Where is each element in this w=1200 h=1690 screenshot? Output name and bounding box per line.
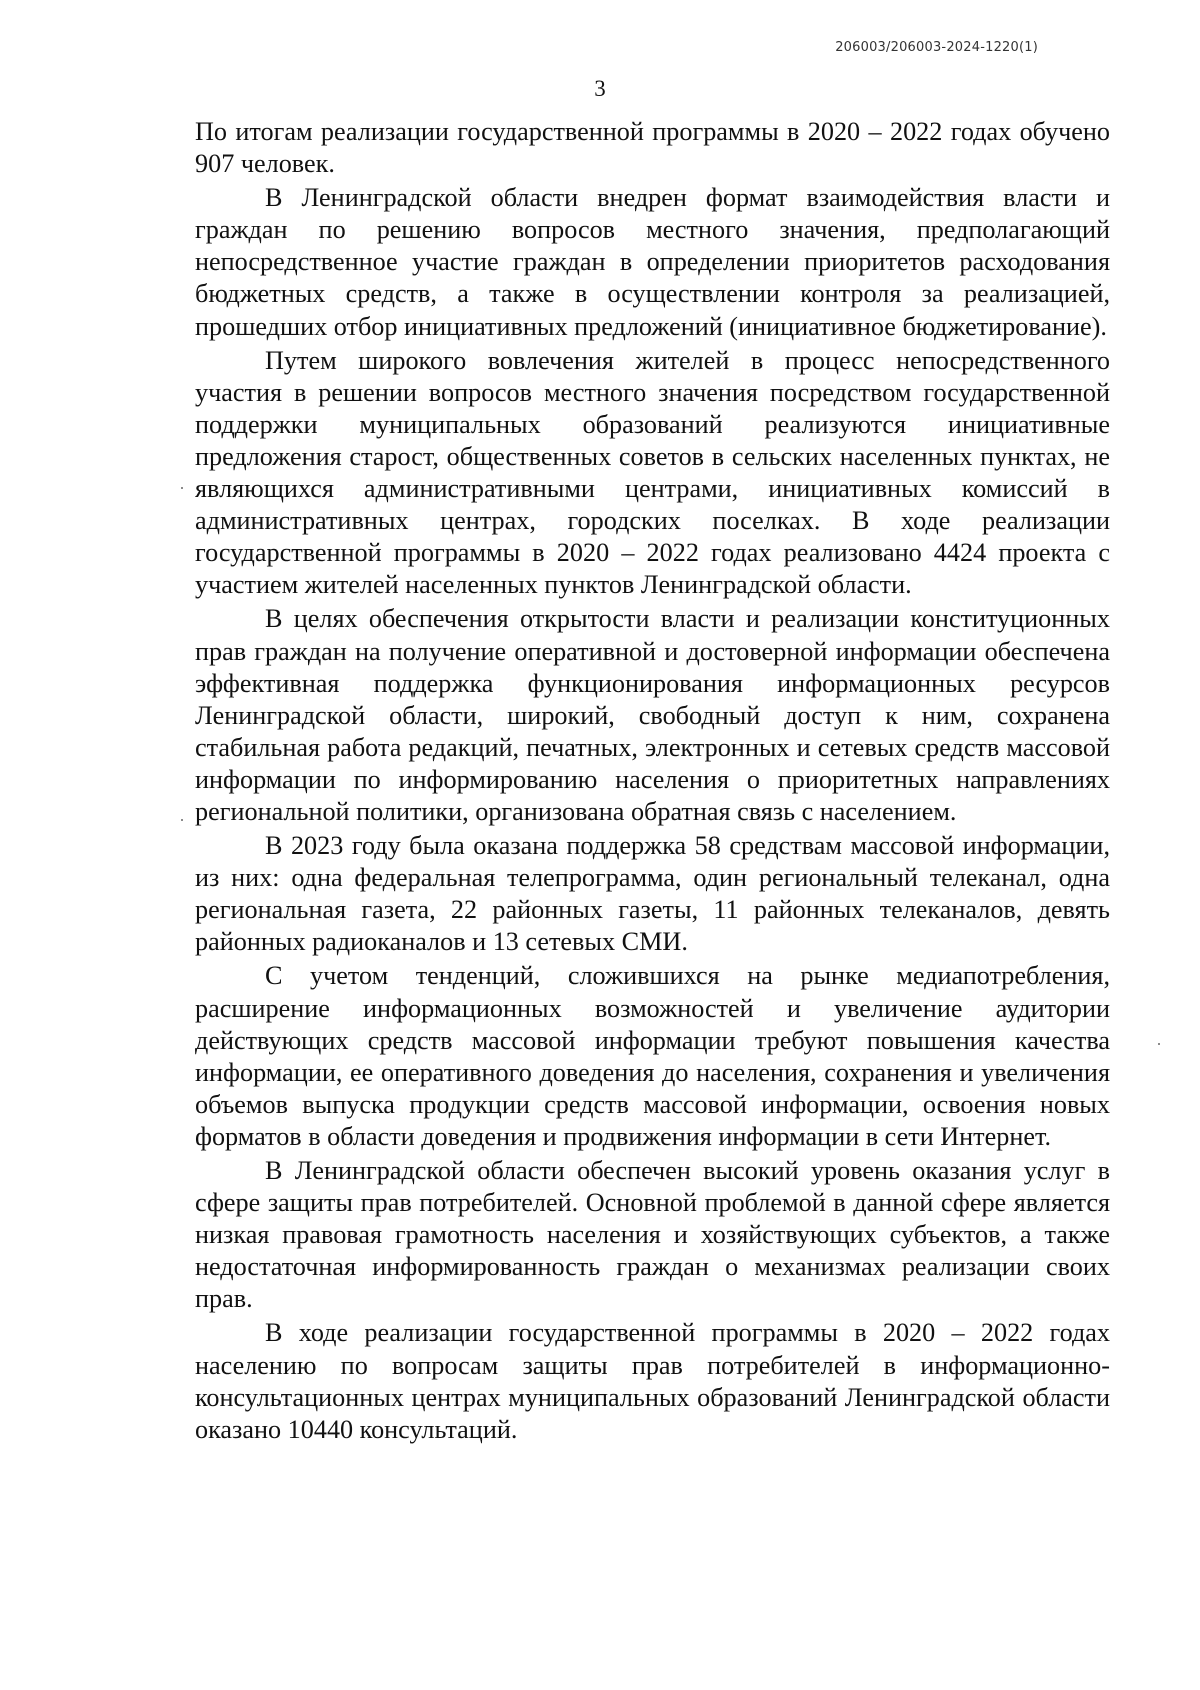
scan-speck [181,819,183,821]
document-body [195,116,1110,1446]
paragraph-media-support-2023: В 2023 году была оказана поддержка 58 средствам массовой информации, из них: одна федеральная телепрограмма, один региональный телеканал, одна региональная газета, 22 районных газеты, 11 районных телеканалов, девять районных радиоканалов и 13 сетевых СМИ. [195,831,1110,957]
scan-speck [1158,1043,1160,1045]
paragraph-information-openness: В целях обеспечения открытости власти и реализации конституционных прав граждан на получение оперативной и достоверной информации обеспечена эффективная поддержка функционирования информационных ресурсов Ленинградской области, широкий, свободный доступ к ним, сохранена стабильная работа редакций, печатных, электронных и сетевых средств массовой информации по информированию населения о приоритетных направлениях региональной политики, организована обратная связь с населением. [195,604,1110,826]
document-registration-number: 206003/206003-2024-1220(1) [835,40,1038,55]
page-number: 3 [594,76,606,101]
paragraph-media-trends: С учетом тенденций, сложившихся на рынке медиапотребления, расширение информационных возможностей и увеличение аудитории действующих средств массовой информации требуют повышения качества информации, ее оперативного доведения до населения, сохранения и увеличения объемов выпуска продукции средств массовой информации, освоения новых форматов в области доведения и продвижения информации в сети Интернет. [195,961,1110,1151]
scan-speck [181,487,183,489]
paragraph-consumer-protection: В Ленинградской области обеспечен высокий уровень оказания услуг в сфере защиты прав потребителей. Основной проблемой в данной сфере является низкая правовая грамотность населения и хозяйствующих субъектов, а также недостаточная информированность граждан о механизмах реализации своих прав. [195,1156,1110,1314]
paragraph-training-results: По итогам реализации государственной программы в 2020 – 2022 годах обучено 907 человек. [195,117,1110,179]
paragraph-initiative-budgeting: В Ленинградской области внедрен формат взаимодействия власти и граждан по решению вопросов местного значения, предполагающий непосредственное участие граждан в определении приоритетов расходования бюджетных средств, а также в осуществлении контроля за реализацией, прошедших отбор инициативных предложений (инициативное бюджетирование). [195,183,1110,341]
paragraph-consultations-provided: В ходе реализации государственной программы в 2020 – 2022 годах населению по вопросам защиты прав потребителей в информационно-консультационных центрах муниципальных образований Ленинградской области оказано 10440 консультаций. [195,1318,1110,1444]
paragraph-resident-involvement: Путем широкого вовлечения жителей в процесс непосредственного участия в решении вопросов местного значения посредством государственной поддержки муниципальных образований реализуются инициативные предложения старост, общественных советов в сельских населенных пунктах, не являющихся административными центрами, инициативных комиссий в административных центрах, городских поселках. В ходе реализации государственной программы в 2020 – 2022 годах реализовано 4424 проекта с участием жителей населенных пунктов Ленинградской области. [195,345,1110,600]
